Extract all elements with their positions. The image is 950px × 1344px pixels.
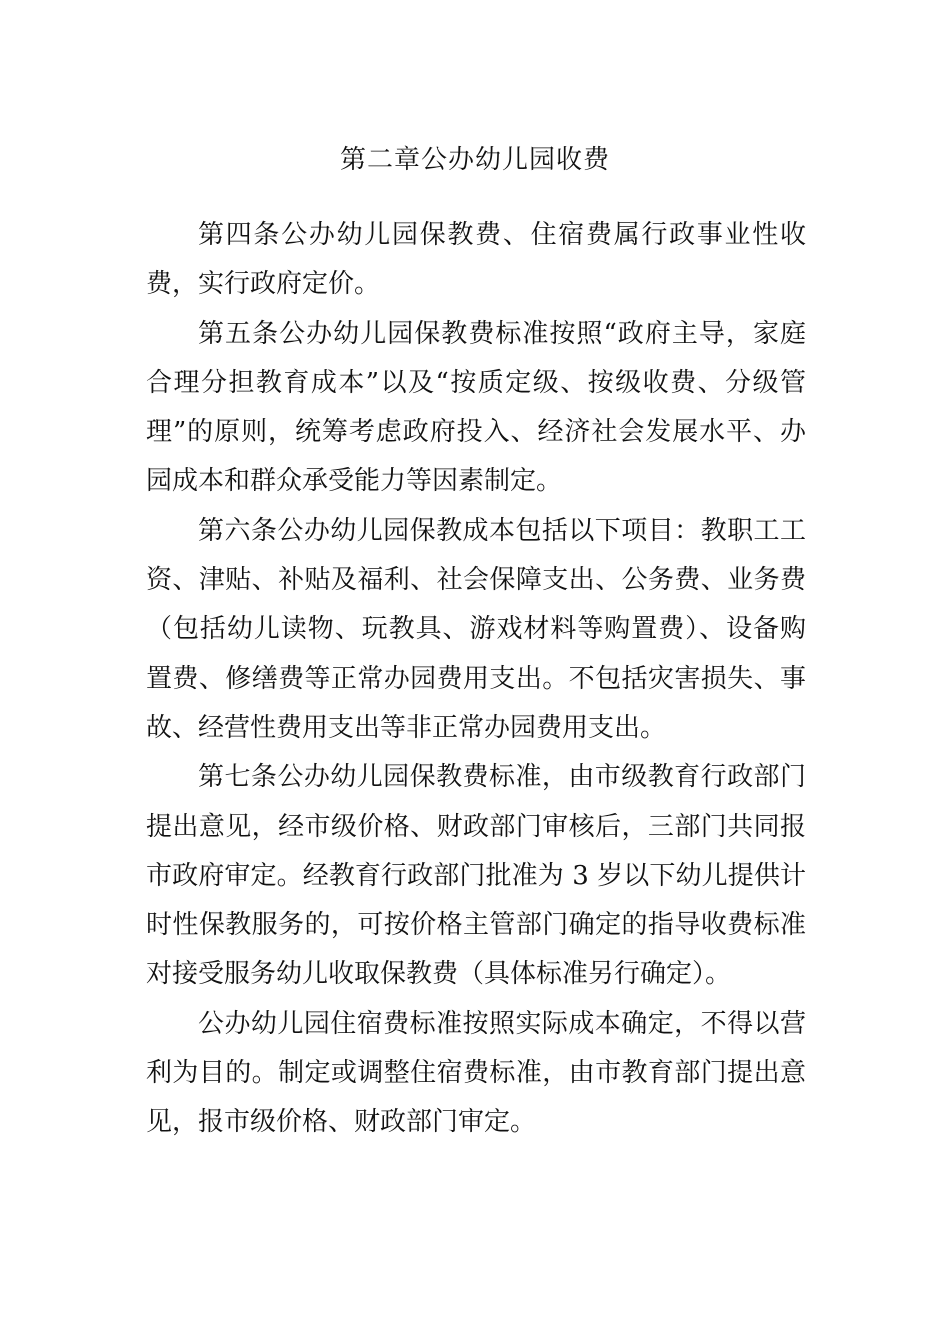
boarding-fee-paragraph: 公办幼儿园住宿费标准按照实际成本确定，不得以营利为目的。制定或调整住宿费标准，由市教育部门提出意见，报市级价格、财政部门审定。 (146, 1008, 806, 1138)
document-body (146, 211, 806, 1148)
chapter-title: 第二章公办幼儿园收费 (339, 145, 610, 175)
article-7-paragraph: 第七条公办幼儿园保教费标准，由市级教育行政部门提出意见，经市级价格、财政部门审核后，三部门共同报市政府审定。经教育行政部门批准为 3 岁以下幼儿提供计时性保教服务的，可按价格主管部门确定的指导收费标准对接受服务幼儿收取保教费（具体标准另行确定）。 (146, 762, 806, 990)
article-6-paragraph: 第六条公办幼儿园保教成本包括以下项目：教职工工资、津贴、补贴及福利、社会保障支出、公务费、业务费（包括幼儿读物、玩教具、游戏材料等购置费）、设备购置费、修缮费等正常办园费用支出。不包括灾害损失、事故、经营性费用支出等非正常办园费用支出。 (146, 515, 806, 743)
article-5-paragraph: 第五条公办幼儿园保教费标准按照“政府主导，家庭合理分担教育成本”以及“按质定级、按级收费、分级管理”的原则，统筹考虑政府投入、经济社会发展水平、办园成本和群众承受能力等因素制定。 (146, 318, 806, 497)
article-4-paragraph: 第四条公办幼儿园保教费、住宿费属行政事业性收费，实行政府定价。 (146, 220, 806, 300)
